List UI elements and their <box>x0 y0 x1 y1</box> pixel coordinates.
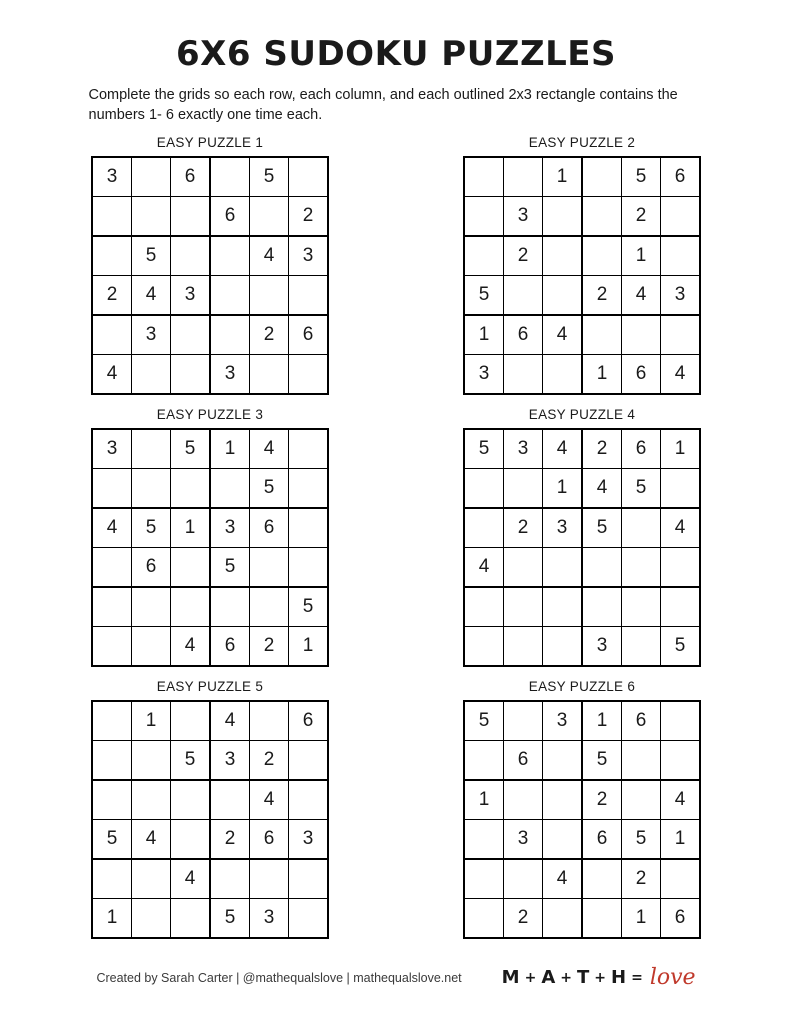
cell[interactable]: 3 <box>289 236 329 276</box>
puzzle-1-label: EASY PUZZLE 1 <box>156 135 264 151</box>
table-row <box>92 197 328 237</box>
cell[interactable]: 4 <box>543 859 583 899</box>
page-footer <box>0 965 792 990</box>
cell[interactable] <box>504 780 543 820</box>
table-row <box>464 508 700 548</box>
cell[interactable]: 1 <box>582 701 622 741</box>
sudoku-grid-4[interactable] <box>463 428 701 667</box>
cell[interactable] <box>92 859 132 899</box>
cell[interactable] <box>289 355 329 395</box>
cell[interactable] <box>661 315 701 355</box>
cell[interactable]: 2 <box>504 899 543 939</box>
cell[interactable]: 1 <box>132 701 171 741</box>
cell[interactable]: 6 <box>582 820 622 860</box>
cell[interactable] <box>543 780 583 820</box>
cell[interactable] <box>504 157 543 197</box>
cell[interactable] <box>171 899 211 939</box>
cell[interactable] <box>132 627 171 667</box>
cell[interactable]: 1 <box>92 899 132 939</box>
cell[interactable] <box>622 741 661 781</box>
sudoku-grid-5[interactable] <box>91 700 329 939</box>
cell[interactable]: 6 <box>132 548 171 588</box>
cell[interactable] <box>132 197 171 237</box>
cell[interactable]: 4 <box>582 469 622 509</box>
cell[interactable]: 1 <box>622 899 661 939</box>
cell[interactable]: 4 <box>661 355 701 395</box>
table-row <box>464 429 700 469</box>
cell[interactable] <box>622 627 661 667</box>
sudoku-grid-6[interactable] <box>463 700 701 939</box>
cell[interactable] <box>464 197 504 237</box>
credit-text: Created by Sarah Carter | @mathequalslove | mathequalslove.net <box>96 970 462 985</box>
cell[interactable]: 5 <box>132 236 171 276</box>
cell[interactable]: 2 <box>289 197 329 237</box>
cell[interactable] <box>250 548 289 588</box>
cell[interactable] <box>210 315 250 355</box>
puzzle-4 <box>412 407 752 667</box>
table-row <box>92 315 328 355</box>
cell[interactable] <box>132 355 171 395</box>
cell[interactable] <box>250 276 289 316</box>
cell[interactable] <box>582 548 622 588</box>
cell[interactable]: 5 <box>210 548 250 588</box>
puzzle-3 <box>40 407 380 667</box>
cell[interactable]: 2 <box>622 859 661 899</box>
cell[interactable] <box>543 741 583 781</box>
cell[interactable]: 5 <box>464 701 504 741</box>
cell[interactable] <box>504 469 543 509</box>
cell[interactable] <box>543 820 583 860</box>
table-row <box>92 236 328 276</box>
puzzle-4-label: EASY PUZZLE 4 <box>528 407 636 423</box>
cell[interactable] <box>250 587 289 627</box>
cell[interactable]: 6 <box>250 508 289 548</box>
table-row <box>464 741 700 781</box>
cell[interactable] <box>582 587 622 627</box>
cell[interactable]: 6 <box>622 701 661 741</box>
cell[interactable] <box>250 355 289 395</box>
page-title: 6X6 SUDOKU PUZZLES <box>176 34 616 74</box>
cell[interactable]: 2 <box>622 197 661 237</box>
cell[interactable]: 2 <box>92 276 132 316</box>
cell[interactable]: 5 <box>210 899 250 939</box>
cell[interactable]: 5 <box>582 741 622 781</box>
cell[interactable]: 3 <box>582 627 622 667</box>
logo-letter-h: H <box>611 967 628 988</box>
logo-plus-1: + <box>524 969 538 986</box>
cell[interactable]: 6 <box>250 820 289 860</box>
cell[interactable]: 3 <box>250 899 289 939</box>
cell[interactable]: 6 <box>504 741 543 781</box>
cell[interactable] <box>543 627 583 667</box>
puzzle-1 <box>40 135 380 395</box>
cell[interactable]: 4 <box>543 315 583 355</box>
table-row <box>464 197 700 237</box>
cell[interactable] <box>210 780 250 820</box>
cell[interactable] <box>464 587 504 627</box>
cell[interactable]: 5 <box>661 627 701 667</box>
cell[interactable]: 4 <box>250 780 289 820</box>
cell[interactable] <box>582 197 622 237</box>
cell[interactable]: 1 <box>543 157 583 197</box>
table-row <box>92 429 328 469</box>
cell[interactable]: 6 <box>622 355 661 395</box>
cell[interactable]: 1 <box>464 315 504 355</box>
sudoku-grid-1[interactable] <box>91 156 329 395</box>
cell[interactable]: 6 <box>504 315 543 355</box>
cell[interactable]: 5 <box>171 741 211 781</box>
table-row <box>92 701 328 741</box>
cell[interactable]: 2 <box>250 627 289 667</box>
cell[interactable]: 2 <box>210 820 250 860</box>
table-row <box>92 627 328 667</box>
cell[interactable] <box>504 701 543 741</box>
cell[interactable] <box>132 469 171 509</box>
cell[interactable] <box>210 157 250 197</box>
cell[interactable]: 3 <box>92 429 132 469</box>
logo-plus-2: + <box>560 969 573 986</box>
table-row <box>92 355 328 395</box>
cell[interactable] <box>622 780 661 820</box>
cell[interactable]: 1 <box>582 355 622 395</box>
cell[interactable] <box>504 548 543 588</box>
cell[interactable]: 3 <box>543 508 583 548</box>
cell[interactable] <box>171 315 211 355</box>
math-equals-love-logo <box>502 965 696 990</box>
sudoku-grid-2[interactable] <box>463 156 701 395</box>
cell[interactable]: 1 <box>661 820 701 860</box>
cell[interactable]: 5 <box>464 276 504 316</box>
cell[interactable] <box>289 429 329 469</box>
cell[interactable]: 2 <box>504 236 543 276</box>
cell[interactable]: 1 <box>210 429 250 469</box>
cell[interactable] <box>543 197 583 237</box>
logo-letter-m: M <box>501 967 521 988</box>
cell[interactable]: 5 <box>622 820 661 860</box>
cell[interactable]: 4 <box>464 548 504 588</box>
table-row <box>92 276 328 316</box>
table-row <box>92 780 328 820</box>
cell[interactable] <box>543 236 583 276</box>
cell[interactable]: 3 <box>289 820 329 860</box>
cell[interactable]: 3 <box>92 157 132 197</box>
cell[interactable]: 3 <box>543 701 583 741</box>
puzzle-grid-container <box>40 135 752 939</box>
cell[interactable] <box>171 355 211 395</box>
cell[interactable] <box>464 627 504 667</box>
cell[interactable] <box>464 469 504 509</box>
cell[interactable] <box>171 548 211 588</box>
cell[interactable] <box>132 899 171 939</box>
cell[interactable] <box>132 587 171 627</box>
cell[interactable]: 2 <box>582 780 622 820</box>
cell[interactable] <box>582 236 622 276</box>
table-row <box>464 157 700 197</box>
cell[interactable]: 6 <box>289 315 329 355</box>
cell[interactable] <box>171 820 211 860</box>
cell[interactable] <box>543 276 583 316</box>
cell[interactable] <box>132 859 171 899</box>
instructions-text: Complete the grids so each row, each column, and each outlined 2x3 rectangle contains the numbers 1- 6 exactly one time each. <box>88 87 678 123</box>
cell[interactable]: 6 <box>661 899 701 939</box>
cell[interactable] <box>132 429 171 469</box>
cell[interactable] <box>171 587 211 627</box>
cell[interactable]: 4 <box>210 701 250 741</box>
cell[interactable] <box>661 587 701 627</box>
cell[interactable] <box>92 315 132 355</box>
cell[interactable]: 5 <box>171 429 211 469</box>
cell[interactable] <box>132 780 171 820</box>
cell[interactable]: 4 <box>92 508 132 548</box>
cell[interactable] <box>504 859 543 899</box>
table-row <box>464 899 700 939</box>
cell[interactable] <box>210 276 250 316</box>
cell[interactable] <box>132 157 171 197</box>
cell[interactable] <box>622 315 661 355</box>
cell[interactable] <box>250 197 289 237</box>
cell[interactable] <box>464 508 504 548</box>
cell[interactable] <box>92 701 132 741</box>
table-row <box>92 741 328 781</box>
cell[interactable]: 5 <box>250 157 289 197</box>
cell[interactable]: 3 <box>210 508 250 548</box>
table-row <box>464 276 700 316</box>
cell[interactable]: 3 <box>464 355 504 395</box>
cell[interactable] <box>171 780 211 820</box>
cell[interactable]: 3 <box>210 741 250 781</box>
puzzle-2 <box>412 135 752 395</box>
cell[interactable] <box>543 548 583 588</box>
table-row <box>92 820 328 860</box>
cell[interactable]: 4 <box>92 355 132 395</box>
cell[interactable] <box>543 587 583 627</box>
cell[interactable] <box>622 548 661 588</box>
cell[interactable] <box>289 276 329 316</box>
cell[interactable] <box>543 355 583 395</box>
cell[interactable]: 4 <box>171 859 211 899</box>
cell[interactable] <box>210 587 250 627</box>
cell[interactable] <box>289 899 329 939</box>
cell[interactable] <box>504 355 543 395</box>
cell[interactable] <box>289 469 329 509</box>
puzzle-5-label: EASY PUZZLE 5 <box>156 679 264 695</box>
cell[interactable] <box>289 741 329 781</box>
cell[interactable] <box>171 197 211 237</box>
cell[interactable]: 6 <box>661 157 701 197</box>
cell[interactable]: 4 <box>543 429 583 469</box>
table-row <box>464 859 700 899</box>
cell[interactable] <box>464 236 504 276</box>
cell[interactable]: 1 <box>289 627 329 667</box>
table-row <box>464 820 700 860</box>
cell[interactable] <box>92 548 132 588</box>
cell[interactable]: 3 <box>132 315 171 355</box>
cell[interactable] <box>250 859 289 899</box>
table-row <box>92 899 328 939</box>
cell[interactable]: 4 <box>132 820 171 860</box>
cell[interactable] <box>464 741 504 781</box>
puzzle-6-label: EASY PUZZLE 6 <box>528 679 636 695</box>
table-row <box>464 548 700 588</box>
cell[interactable] <box>582 859 622 899</box>
logo-love-script: love <box>649 965 696 990</box>
table-row <box>464 627 700 667</box>
cell[interactable] <box>289 157 329 197</box>
cell[interactable]: 3 <box>210 355 250 395</box>
cell[interactable] <box>464 820 504 860</box>
cell[interactable]: 5 <box>289 587 329 627</box>
cell[interactable] <box>661 741 701 781</box>
puzzle-3-label: EASY PUZZLE 3 <box>156 407 264 423</box>
table-row <box>464 315 700 355</box>
cell[interactable] <box>171 236 211 276</box>
cell[interactable] <box>661 469 701 509</box>
cell[interactable] <box>504 627 543 667</box>
cell[interactable]: 1 <box>464 780 504 820</box>
table-row <box>464 355 700 395</box>
cell[interactable] <box>464 899 504 939</box>
table-row <box>92 157 328 197</box>
cell[interactable]: 4 <box>622 276 661 316</box>
cell[interactable] <box>210 469 250 509</box>
table-row <box>464 780 700 820</box>
cell[interactable]: 6 <box>210 627 250 667</box>
cell[interactable]: 2 <box>250 315 289 355</box>
cell[interactable] <box>582 899 622 939</box>
cell[interactable]: 4 <box>171 627 211 667</box>
cell[interactable] <box>661 701 701 741</box>
cell[interactable]: 4 <box>661 508 701 548</box>
table-row <box>464 469 700 509</box>
cell[interactable] <box>92 469 132 509</box>
cell[interactable]: 3 <box>504 820 543 860</box>
cell[interactable] <box>289 780 329 820</box>
cell[interactable] <box>92 236 132 276</box>
cell[interactable]: 6 <box>210 197 250 237</box>
table-row <box>92 587 328 627</box>
cell[interactable] <box>661 859 701 899</box>
logo-plus-3: + <box>594 969 607 986</box>
logo-letter-t: T <box>576 967 591 988</box>
cell[interactable] <box>210 859 250 899</box>
cell[interactable] <box>464 859 504 899</box>
cell[interactable]: 2 <box>582 429 622 469</box>
cell[interactable]: 5 <box>132 508 171 548</box>
cell[interactable]: 6 <box>289 701 329 741</box>
cell[interactable]: 4 <box>250 429 289 469</box>
cell[interactable]: 1 <box>171 508 211 548</box>
cell[interactable]: 2 <box>250 741 289 781</box>
sudoku-grid-3[interactable] <box>91 428 329 667</box>
cell[interactable]: 5 <box>622 469 661 509</box>
cell[interactable]: 1 <box>543 469 583 509</box>
puzzle-6 <box>412 679 752 939</box>
cell[interactable]: 4 <box>132 276 171 316</box>
puzzle-5 <box>40 679 380 939</box>
table-row <box>464 701 700 741</box>
cell[interactable]: 2 <box>582 276 622 316</box>
cell[interactable] <box>171 469 211 509</box>
cell[interactable]: 5 <box>464 429 504 469</box>
cell[interactable]: 6 <box>622 429 661 469</box>
table-row <box>92 508 328 548</box>
cell[interactable] <box>250 701 289 741</box>
cell[interactable]: 1 <box>661 429 701 469</box>
cell[interactable] <box>92 587 132 627</box>
cell[interactable] <box>504 587 543 627</box>
cell[interactable]: 5 <box>250 469 289 509</box>
cell[interactable] <box>92 780 132 820</box>
logo-letter-a: A <box>541 967 557 988</box>
cell[interactable] <box>289 859 329 899</box>
cell[interactable]: 3 <box>504 197 543 237</box>
cell[interactable] <box>504 276 543 316</box>
table-row <box>464 236 700 276</box>
cell[interactable] <box>210 236 250 276</box>
cell[interactable] <box>622 587 661 627</box>
cell[interactable] <box>543 899 583 939</box>
table-row <box>92 548 328 588</box>
cell[interactable] <box>622 508 661 548</box>
cell[interactable]: 5 <box>582 508 622 548</box>
logo-equals: = <box>631 969 644 986</box>
cell[interactable]: 1 <box>622 236 661 276</box>
cell[interactable]: 5 <box>92 820 132 860</box>
cell[interactable]: 4 <box>250 236 289 276</box>
cell[interactable] <box>464 157 504 197</box>
cell[interactable] <box>582 157 622 197</box>
cell[interactable] <box>661 548 701 588</box>
cell[interactable] <box>92 197 132 237</box>
cell[interactable]: 3 <box>504 429 543 469</box>
table-row <box>464 587 700 627</box>
cell[interactable]: 6 <box>171 157 211 197</box>
cell[interactable] <box>661 197 701 237</box>
cell[interactable]: 3 <box>171 276 211 316</box>
cell[interactable]: 3 <box>661 276 701 316</box>
cell[interactable] <box>289 508 329 548</box>
cell[interactable] <box>289 548 329 588</box>
cell[interactable]: 5 <box>622 157 661 197</box>
cell[interactable]: 4 <box>661 780 701 820</box>
cell[interactable] <box>92 627 132 667</box>
puzzle-2-label: EASY PUZZLE 2 <box>528 135 636 151</box>
cell[interactable] <box>582 315 622 355</box>
cell[interactable] <box>92 741 132 781</box>
cell[interactable] <box>171 701 211 741</box>
table-row <box>92 859 328 899</box>
cell[interactable] <box>661 236 701 276</box>
cell[interactable]: 2 <box>504 508 543 548</box>
table-row <box>92 469 328 509</box>
cell[interactable] <box>132 741 171 781</box>
